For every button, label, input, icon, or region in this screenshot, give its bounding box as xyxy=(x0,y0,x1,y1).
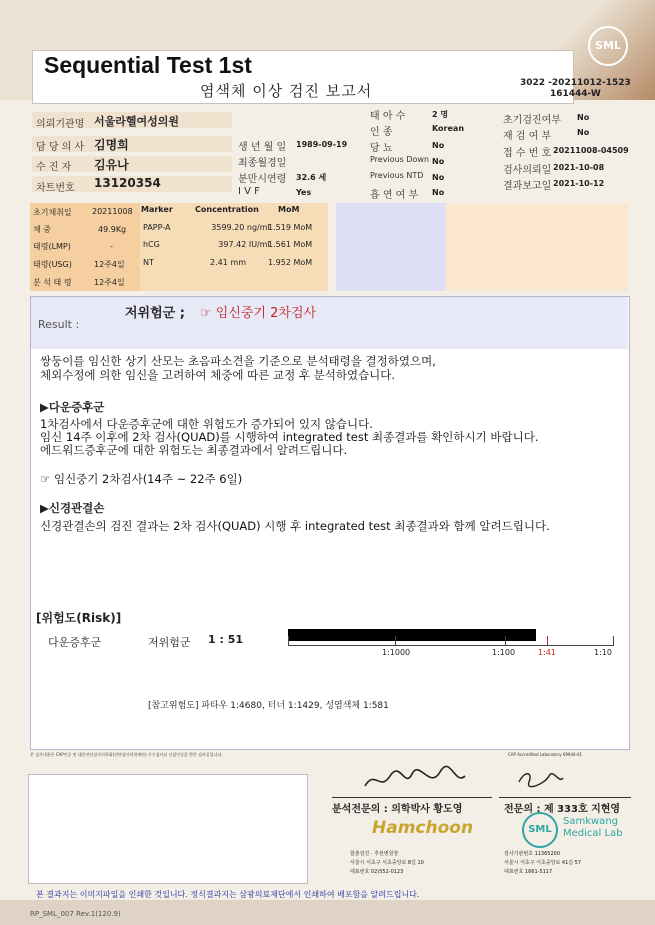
col-marker: Marker xyxy=(141,205,173,214)
form-code: RP_SML_007 Rev.1(120.9) xyxy=(30,910,121,918)
down-line1: 1차검사에서 다운증후군에 대한 위험도가 증가되어 있지 않습니다. xyxy=(40,417,373,431)
marker-mom: 1.561 MoM xyxy=(268,240,313,249)
col-concentration: Concentration xyxy=(195,205,259,214)
ga-analysis-label: 분 석 태 령 xyxy=(33,278,72,287)
para1-line1: 쌍둥이를 임신한 상기 산모는 초음파소견을 기준으로 분석태령을 결정하였으며, xyxy=(40,354,436,368)
sml-address: 검사기관번호 11365200 서울시 서초구 서초중앙로 41길 57 대표번호 1661-5117 xyxy=(504,851,582,875)
ivf-value: Yes xyxy=(296,188,312,197)
down-line3: 에드워드증후군에 대한 위험도는 최종결과에서 알려드립니다. xyxy=(40,443,348,457)
dob-label: 생 년 월 일 xyxy=(238,142,287,153)
reqdate-label: 검사의뢰일 xyxy=(503,165,552,176)
doctor-label: 담 당 의 사 xyxy=(36,142,85,153)
ga-usg-value: 12주4일 xyxy=(94,260,125,269)
fetus-label: 태 아 수 xyxy=(370,111,406,122)
marker-name: NT xyxy=(143,258,154,267)
risk-cutoff-label: 1:41 xyxy=(538,648,556,657)
first-value: No xyxy=(577,113,590,122)
report-title: Sequential Test 1st xyxy=(44,52,252,78)
prevntd-label: Previous NTD xyxy=(370,171,424,180)
reqdate-value: 2021-10-08 xyxy=(553,163,605,172)
risk-cutoff-tick xyxy=(547,636,548,645)
risk-tick xyxy=(613,636,614,645)
marker-concentration: 3599.20 ng/mL xyxy=(211,223,272,232)
dob-value: 1989-09-19 xyxy=(296,140,348,149)
specialist-signature-title: 전문의 : 제 333호 지현영 xyxy=(504,804,621,815)
prevntd-value: No xyxy=(432,173,445,182)
repdate-value: 2021-10-12 xyxy=(553,179,605,188)
smoke-value: No xyxy=(432,188,445,197)
samkwang-brand-2: Medical Lab xyxy=(563,828,623,839)
signature-left xyxy=(360,764,470,794)
retest-label: 재 검 여 부 xyxy=(503,131,552,142)
marker-mom: 1.952 MoM xyxy=(268,258,313,267)
lmp-label: 최종월경일 xyxy=(238,158,287,169)
ntd-line1: 신경관결손의 검진 결과는 2차 검사(QUAD) 시행 후 integrated test 최종결과와 함께 알려드립니다. xyxy=(40,519,550,533)
marker-concentration: 2.41 mm xyxy=(210,258,246,267)
down-heading: ▶다운증후군 xyxy=(40,400,105,414)
result-recommendation: ☞ 임신중기 2차검사 xyxy=(200,306,317,321)
sml-logo: SML xyxy=(588,26,628,66)
risk-tick-label: 1:10 xyxy=(594,648,612,657)
ga-lmp-label: 태령(LMP) xyxy=(33,242,71,251)
risk-level: 저위험군 xyxy=(148,636,191,649)
ivf-label: I V F xyxy=(238,186,260,197)
coll-value: 20211008 xyxy=(92,207,133,216)
ga-lmp-value: - xyxy=(110,242,113,251)
reference-number xyxy=(520,78,631,100)
signature-right xyxy=(515,766,565,790)
coll-label: 초기채취일 xyxy=(33,208,72,217)
chart-value: 13120354 xyxy=(94,176,161,190)
repdate-label: 결과보고일 xyxy=(503,181,552,192)
result-header xyxy=(31,297,628,349)
result-label: Result : xyxy=(38,318,80,331)
hamchoon-logo: Hamchoon xyxy=(372,818,474,838)
age-label: 분만시연령 xyxy=(238,174,287,185)
risk-title: [위험도(Risk)] xyxy=(36,611,122,625)
recno-value: 20211008-04509 xyxy=(553,146,629,155)
marker-mom: 1.519 MoM xyxy=(268,223,313,232)
cap-number: CAP Accredited Laboratory 69944-01 xyxy=(508,752,583,757)
institution-value: 서울라헬여성의원 xyxy=(94,115,180,128)
ga-usg-label: 태령(USG) xyxy=(33,260,72,269)
marker-name: PAPP-A xyxy=(143,223,171,232)
recno-label: 접 수 번 호 xyxy=(503,148,552,159)
institution-label: 의뢰기관명 xyxy=(36,119,85,130)
dm-label: 당 뇨 xyxy=(370,143,393,154)
age-value: 32.6 세 xyxy=(296,173,327,182)
col-mom: MoM xyxy=(278,205,300,214)
smoke-label: 흡 연 여 부 xyxy=(370,190,419,201)
risk-tick-label: 1:1000 xyxy=(382,648,411,657)
comment-box xyxy=(28,774,308,884)
doctor-value: 김명희 xyxy=(94,138,129,152)
sml-logo-bottom: SML xyxy=(522,812,558,848)
race-value: Korean xyxy=(432,124,465,133)
prevdown-value: No xyxy=(432,157,445,166)
chart-label: 차트번호 xyxy=(36,183,75,194)
cap-note: 본 검사내용은 CAP인증 및 대한진단검사의학회(진단검사의학재단) 우수검사실 신임인증을 받은 검사실입니다. xyxy=(30,752,223,757)
footer-note: 본 결과지는 이미지파일을 인쇄한 것입니다. 정식결과지는 삼광의료재단에서 인쇄하여 배포함을 알려드립니다. xyxy=(36,890,420,899)
risk-tick xyxy=(395,636,396,645)
report-subtitle: 염색체 이상 검진 보고서 xyxy=(200,82,373,100)
down-line2: 임신 14주 이후에 2차 검사(QUAD)를 시행하여 integrated test 최종결과를 확인하시기 바랍니다. xyxy=(40,430,539,444)
weight-value: 49.9Kg xyxy=(98,225,127,234)
weight-label: 체 중 xyxy=(33,225,51,234)
race-label: 인 종 xyxy=(370,127,393,138)
risk-bar xyxy=(288,629,536,641)
retest-value: No xyxy=(577,128,590,137)
ref-line-1: 3022 -20211012-1523 xyxy=(520,78,631,88)
result-risk-level: 저위험군 ; xyxy=(125,306,185,321)
ga-analysis-value: 12주4일 xyxy=(94,278,125,287)
doctor-signature-title: 분석전문의 : 의학박사 황도영 xyxy=(332,804,463,815)
risk-condition: 다운증후군 xyxy=(48,636,102,649)
examinee-label: 수 진 자 xyxy=(36,162,72,173)
second-test-note: ☞ 임신중기 2차검사(14주 ~ 22주 6일) xyxy=(40,472,243,486)
marker-name: hCG xyxy=(143,240,160,249)
risk-axis xyxy=(288,645,614,646)
samkwang-brand-1: Samkwang xyxy=(563,816,618,827)
first-label: 초기검진여부 xyxy=(503,115,561,126)
risk-reference: [참고위험도] 파타우 1:4680, 터너 1:1429, 성염색체 1:581 xyxy=(148,701,389,711)
dm-value: No xyxy=(432,141,445,150)
prevdown-label: Previous Down xyxy=(370,155,430,164)
risk-tick xyxy=(288,636,289,645)
risk-tick xyxy=(505,636,506,645)
risk-tick-label: 1:100 xyxy=(492,648,516,657)
examinee-value: 김유나 xyxy=(94,158,129,172)
para1-line2: 체외수정에 의한 임신을 고려하여 체중에 따른 교정 후 분석하였습니다. xyxy=(40,368,396,382)
hamchoon-address: 함춘검진 · 추천병원장 서울시 서초구 서초중앙로 8길 10 대표번호 02)552-0123 xyxy=(350,851,424,875)
fetus-value: 2 명 xyxy=(432,110,449,119)
ntd-heading: ▶신경관결손 xyxy=(40,501,105,515)
ref-line-2: 161444-W xyxy=(549,89,601,99)
marker-concentration: 397.42 IU/mL xyxy=(218,240,272,249)
risk-ratio: 1 : 51 xyxy=(208,633,244,646)
